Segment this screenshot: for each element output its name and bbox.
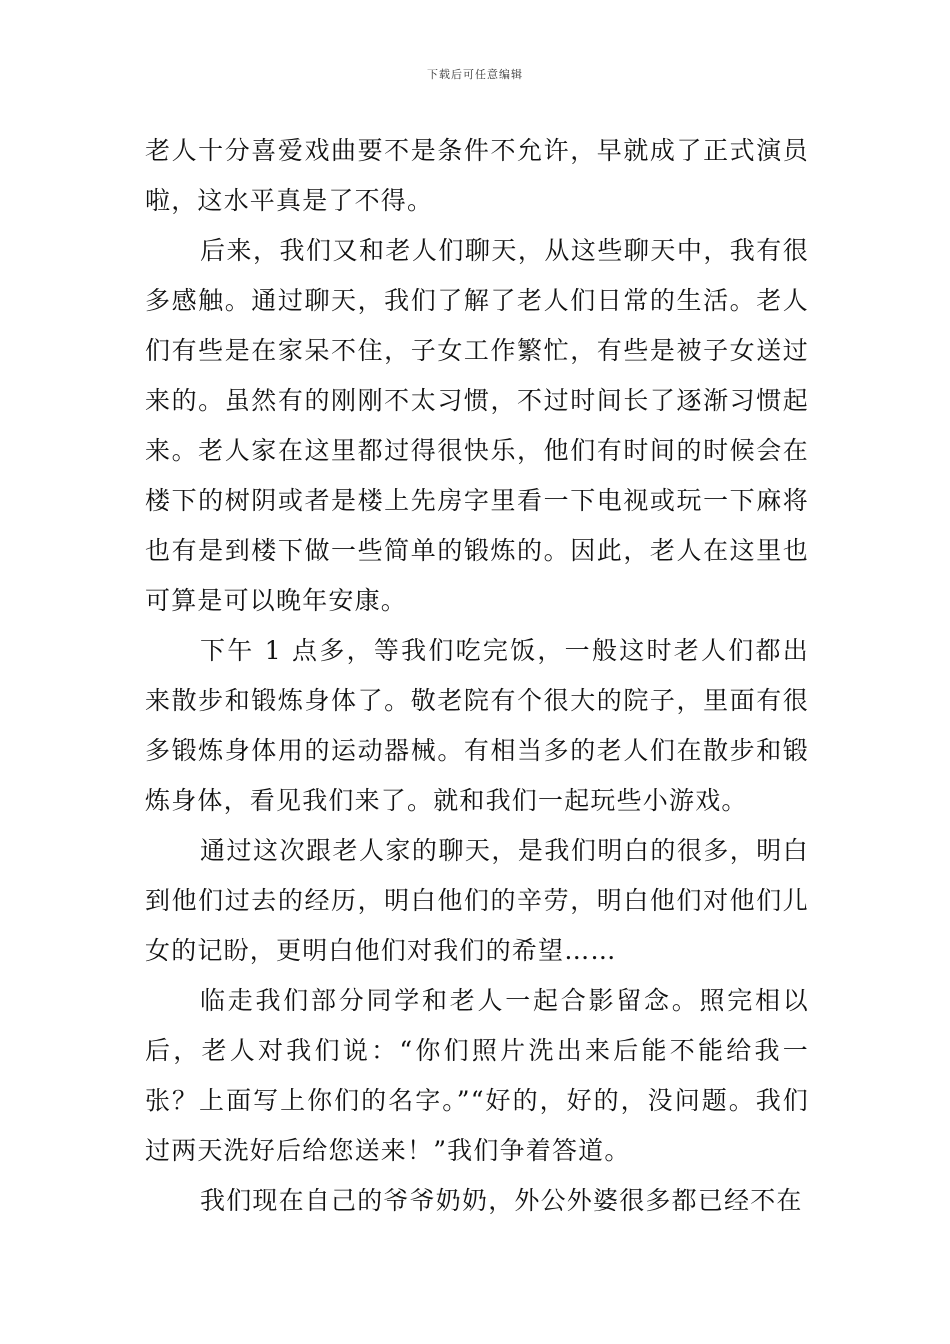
paragraph: 临走我们部分同学和老人一起合影留念。照完相以后，老人对我们说：“你们照片洗出来后能不能给我一张？上面写上你们的名字。”“好的，好的，没问题。我们过两天洗好后给您送来！”我们争着答道。 xyxy=(145,986,809,1165)
paragraph: 下午 1 点多，等我们吃完饭，一般这时老人们都出来散步和锻炼身体了。敬老院有个很大的院子，里面有很多锻炼身体用的运动器械。有相当多的老人们在散步和锻炼身体，看见我们来了。就和我们一起玩些小游戏。 xyxy=(145,636,809,815)
paragraph: 老人十分喜爱戏曲要不是条件不允许，早就成了正式演员啦，这水平真是了不得。 xyxy=(145,136,809,215)
paragraph: 后来，我们又和老人们聊天，从这些聊天中，我有很多感触。通过聊天，我们了解了老人们日常的生活。老人们有些是在家呆不住，子女工作繁忙，有些是被子女送过来的。虽然有的刚刚不太习惯，不过时间长了逐渐习惯起来。老人家在这里都过得很快乐，他们有时间的时候会在楼下的树阴或者是楼上先房字里看一下电视或玩一下麻将也有是到楼下做一些简单的锻炼的。因此，老人在这里也可算是可以晚年安康。 xyxy=(145,236,809,615)
document-body xyxy=(145,126,809,1226)
paragraph: 我们现在自己的爷爷奶奶，外公外婆很多都已经不在 xyxy=(200,1186,803,1215)
page-header: 下载后可任意编辑 xyxy=(427,68,523,81)
paragraph: 通过这次跟老人家的聊天，是我们明白的很多，明白到他们过去的经历，明白他们的辛劳，明白他们对他们儿女的记盼，更明白他们对我们的希望…… xyxy=(145,836,809,965)
